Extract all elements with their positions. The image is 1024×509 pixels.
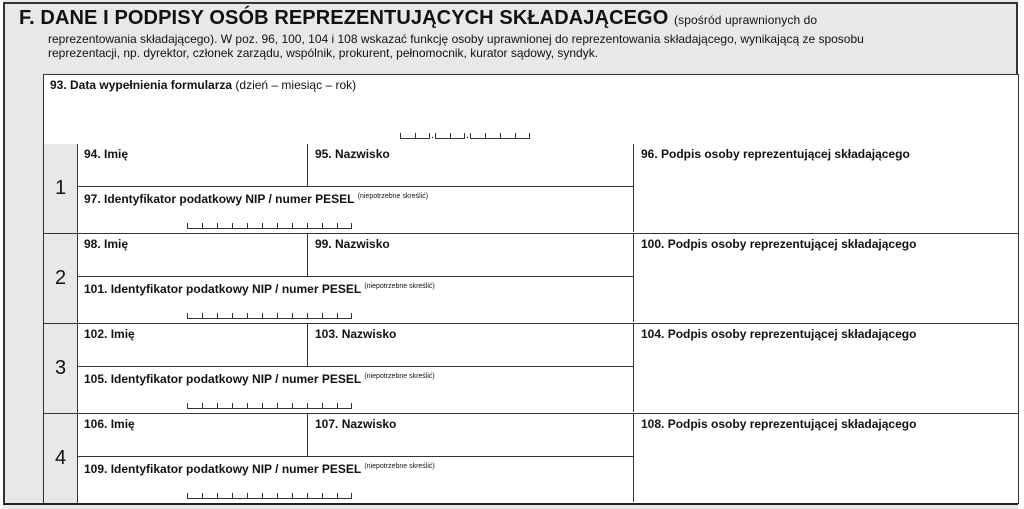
last-name-field[interactable] <box>308 414 633 457</box>
last-name-field[interactable] <box>308 234 633 277</box>
last-name-label: 107. Nazwisko <box>315 417 397 431</box>
date-label-hint: (dzień – miesiąc – rok) <box>235 78 357 92</box>
last-name-label: 99. Nazwisko <box>315 237 390 251</box>
bottom-divider <box>3 503 1018 509</box>
date-field-93[interactable] <box>43 74 1019 145</box>
first-name-label: 94. Imię <box>84 147 129 161</box>
tax-id-note: (niepotrzebne skreślić) <box>364 463 435 470</box>
last-name-label: 103. Nazwisko <box>315 327 397 341</box>
tax-id-note: (niepotrzebne skreślić) <box>357 193 429 200</box>
tax-id-note: (niepotrzebne skreślić) <box>364 373 435 380</box>
section-title <box>19 7 817 30</box>
representative-block-1 <box>43 144 1019 234</box>
representative-number: 1 <box>44 144 78 233</box>
tax-id-field[interactable] <box>78 187 633 234</box>
tax-id-label-text: 105. Identyfikator podatkowy NIP / numer PESEL <box>84 372 361 386</box>
tax-id-label-text: 109. Identyfikator podatkowy NIP / numer PESEL <box>84 462 361 476</box>
date-field-label <box>50 78 356 92</box>
first-name-label: 98. Imię <box>84 237 129 251</box>
tax-id-comb-input[interactable] <box>187 491 352 499</box>
signature-label: 104. Podpis osoby reprezentującej składającego <box>641 327 917 341</box>
tax-id-label <box>84 462 435 476</box>
top-divider <box>3 0 1018 4</box>
representative-block-4 <box>43 414 1019 504</box>
tax-id-field[interactable] <box>78 367 633 414</box>
representative-number: 3 <box>44 324 78 413</box>
date-separator: . <box>466 130 469 141</box>
representative-number: 4 <box>44 414 78 503</box>
description-line-2: reprezentacji, np. dyrektor, członek zarządu, wspólnik, prokurent, pełnomocnik, kurator sądowy, syndyk. <box>48 46 599 60</box>
last-name-field[interactable] <box>308 324 633 367</box>
tax-id-label-text: 97. Identyfikator podatkowy NIP / numer PESEL <box>84 192 355 206</box>
tax-id-comb-input[interactable] <box>187 311 352 319</box>
signature-field[interactable] <box>633 234 1018 322</box>
section-title-text: F. DANE I PODPISY OSÓB REPREZENTUJĄCYCH SKŁADAJĄCEGO <box>19 7 669 29</box>
representative-block-2 <box>43 234 1019 324</box>
representative-block-3 <box>43 324 1019 414</box>
first-name-label: 106. Imię <box>84 417 135 431</box>
first-name-field[interactable] <box>78 234 308 277</box>
signature-field[interactable] <box>633 144 1018 232</box>
representative-number: 2 <box>44 234 78 323</box>
first-name-field[interactable] <box>78 324 308 367</box>
date-comb-input[interactable] <box>400 131 530 139</box>
first-name-field[interactable] <box>78 144 308 187</box>
section-title-note: (spośród uprawnionych do <box>674 13 818 27</box>
first-name-field[interactable] <box>78 414 308 457</box>
tax-id-label <box>84 372 435 386</box>
signature-label: 108. Podpis osoby reprezentującej składającego <box>641 417 917 431</box>
first-name-label: 102. Imię <box>84 327 135 341</box>
last-name-field[interactable] <box>308 144 633 187</box>
description-line-1: reprezentowania składającego). W poz. 96, 100, 104 i 108 wskazać funkcję osoby uprawnionej do reprezentowania składającego, wynikającą ze sposobu <box>48 32 864 46</box>
signature-field[interactable] <box>633 324 1018 412</box>
tax-id-field[interactable] <box>78 457 633 504</box>
tax-id-field[interactable] <box>78 277 633 324</box>
tax-id-comb-input[interactable] <box>187 221 352 229</box>
tax-id-label-text: 101. Identyfikator podatkowy NIP / numer PESEL <box>84 282 361 296</box>
signature-field[interactable] <box>633 414 1018 502</box>
last-name-label: 95. Nazwisko <box>315 147 390 161</box>
date-separator: . <box>431 130 434 141</box>
signature-label: 100. Podpis osoby reprezentującej składającego <box>641 237 917 251</box>
date-label-bold: 93. Data wypełnienia formularza <box>50 78 233 92</box>
section-description <box>48 32 988 60</box>
signature-label: 96. Podpis osoby reprezentującej składającego <box>641 147 910 161</box>
tax-id-comb-input[interactable] <box>187 401 352 409</box>
tax-id-label <box>84 282 435 296</box>
tax-id-note: (niepotrzebne skreślić) <box>364 283 435 290</box>
tax-id-label <box>84 192 428 206</box>
